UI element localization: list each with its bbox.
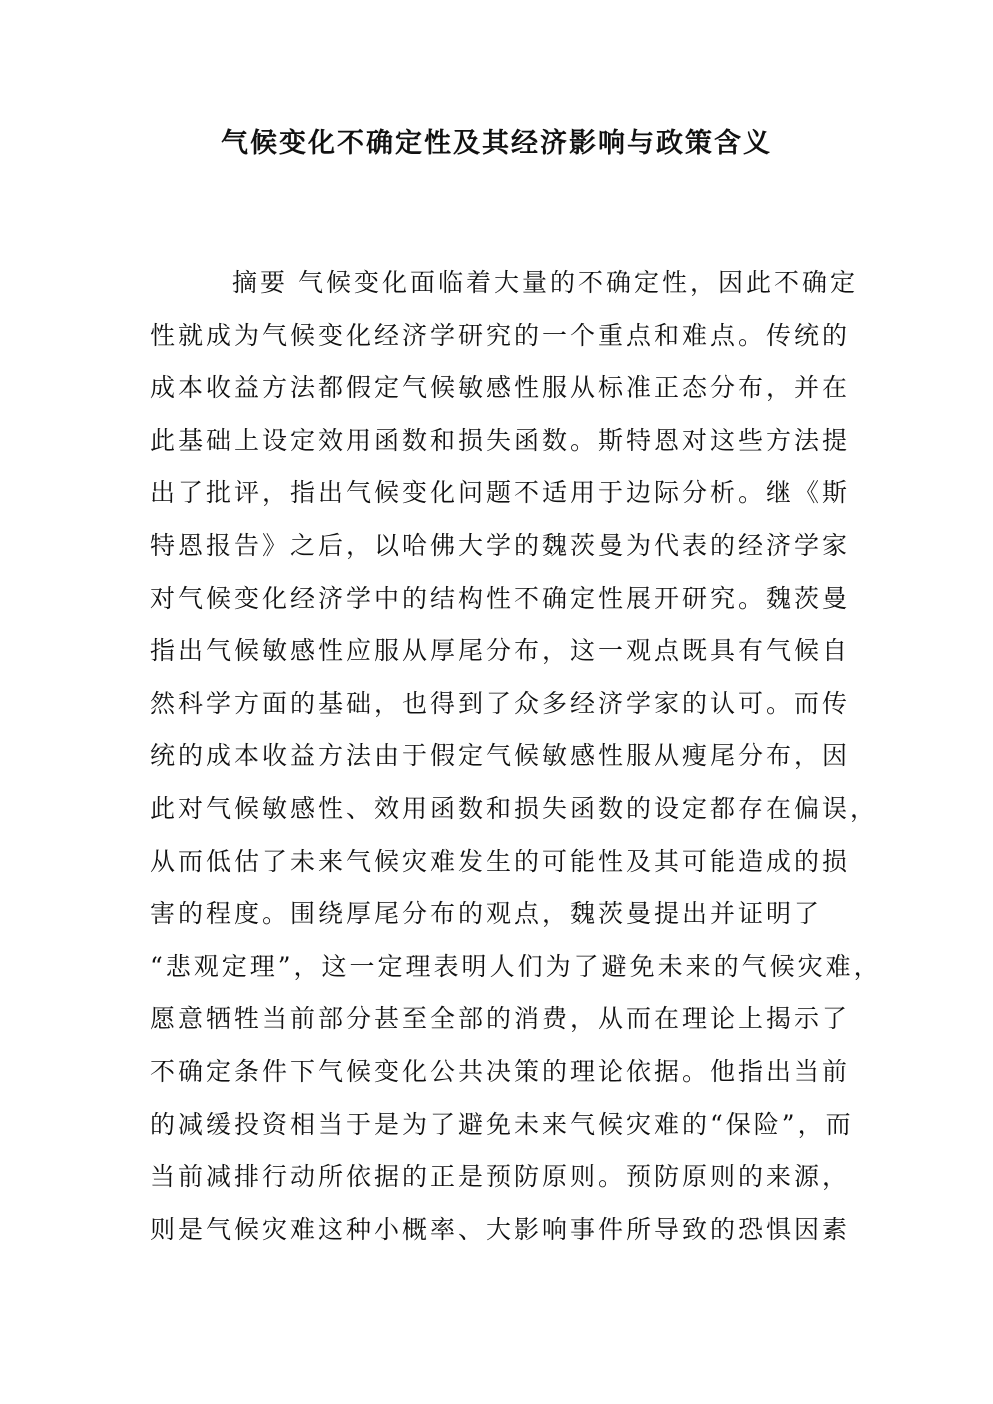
abstract-first-line — [150, 261, 859, 314]
abstract-line: 然科学方面的基础，也得到了众多经济学家的认可。而传 — [150, 688, 851, 718]
abstract-first-line-text: 气候变化面临着大量的不确定性，因此不确定 — [298, 268, 859, 297]
abstract-line: 成本收益方法都假定气候敏感性服从标准正态分布，并在 — [150, 373, 851, 403]
abstract-line: 特恩报告》之后，以哈佛大学的魏茨曼为代表的经济学家 — [150, 530, 851, 560]
abstract-line: 则是气候灾难这种小概率、大影响事件所导致的恐惧因素 — [150, 1214, 851, 1244]
abstract-line: 从而低估了未来气候灾难发生的可能性及其可能造成的损 — [150, 846, 851, 876]
abstract-line: 的减缓投资相当于是为了避免未来气候灾难的“保险”，而 — [150, 1109, 854, 1139]
abstract-line: 此基础上设定效用函数和损失函数。斯特恩对这些方法提 — [150, 425, 851, 455]
abstract-label: 摘要 — [232, 268, 289, 297]
abstract-line: 对气候变化经济学中的结构性不确定性展开研究。魏茨曼 — [150, 583, 851, 613]
abstract-line: 出了批评，指出气候变化问题不适用于边际分析。继《斯 — [150, 478, 851, 508]
abstract-line: 统的成本收益方法由于假定气候敏感性服从瘦尾分布，因 — [150, 741, 851, 771]
abstract-line: 害的程度。围绕厚尾分布的观点，魏茨曼提出并证明了 — [150, 899, 823, 929]
abstract-line: 愿意牺牲当前部分甚至全部的消费，从而在理论上揭示了 — [150, 1004, 851, 1034]
abstract-body — [150, 261, 882, 1260]
document-title: 气候变化不确定性及其经济影响与政策含义 — [221, 128, 772, 159]
abstract-line: 性就成为气候变化经济学研究的一个重点和难点。传统的 — [150, 320, 851, 350]
abstract-line: 此对气候敏感性、效用函数和损失函数的设定都存在偏误， — [150, 793, 879, 823]
abstract-line: “悲观定理”，这一定理表明人们为了避免未来的气候灾难， — [150, 951, 882, 981]
abstract-line: 不确定条件下气候变化公共决策的理论依据。他指出当前 — [150, 1056, 851, 1086]
abstract-line: 指出气候敏感性应服从厚尾分布，这一观点既具有气候自 — [150, 636, 851, 666]
abstract-line: 当前减排行动所依据的正是预防原则。预防原则的来源， — [150, 1162, 851, 1192]
